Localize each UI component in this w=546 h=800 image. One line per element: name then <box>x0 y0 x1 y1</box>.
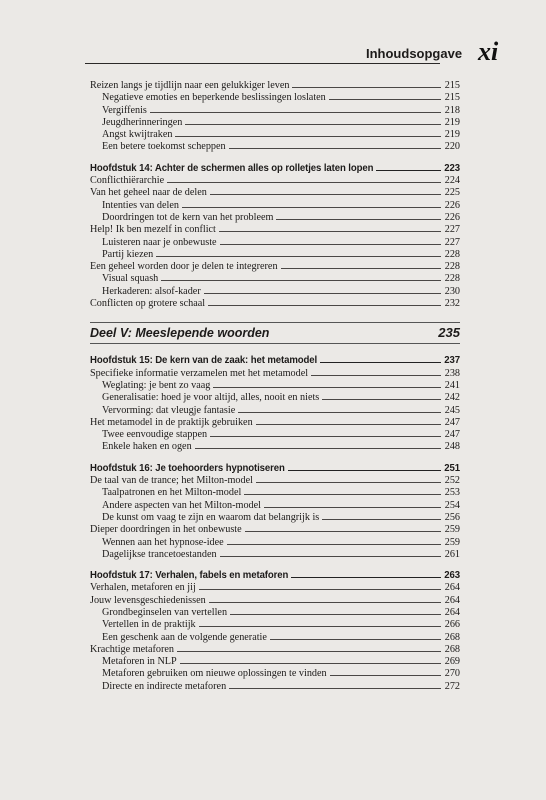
entry-title: Partij kiezen <box>102 248 154 260</box>
leader-rule <box>199 617 441 627</box>
entry-title: Negatieve emoties en beperkende beslissingen loslaten <box>102 92 326 104</box>
leader-rule <box>281 259 441 269</box>
entry-title: De kunst om vaag te zijn en waarom dat belangrijk is <box>102 511 320 523</box>
leader-rule <box>167 173 441 183</box>
leader-rule <box>219 222 441 232</box>
entry-page: 259 <box>444 524 460 536</box>
leader-rule <box>329 90 441 100</box>
toc-entry[interactable] <box>90 198 460 210</box>
toc-entry[interactable] <box>90 78 460 90</box>
entry-page: 264 <box>444 582 460 594</box>
leader-rule <box>288 461 441 471</box>
toc-entry[interactable] <box>90 498 460 510</box>
entry-page: 272 <box>444 680 460 692</box>
toc-entry[interactable] <box>90 296 460 308</box>
entry-title: Grondbeginselen van vertellen <box>102 606 228 618</box>
entry-page: 238 <box>444 367 460 379</box>
entry-page: 241 <box>444 379 460 391</box>
toc-entry[interactable] <box>90 403 460 415</box>
toc-entry[interactable] <box>90 510 460 522</box>
entry-page: 266 <box>444 619 460 631</box>
toc-entry[interactable] <box>90 271 460 283</box>
toc-entry[interactable] <box>90 630 460 642</box>
leader-rule <box>199 580 441 590</box>
chapter-entry[interactable] <box>90 161 460 173</box>
leader-rule <box>150 103 441 113</box>
entry-page: 268 <box>444 643 460 655</box>
header-title: Inhoudsopgave <box>366 46 463 61</box>
entry-page: 242 <box>444 392 460 404</box>
leader-rule <box>311 366 441 376</box>
entry-title: Reizen langs je tijdlijn naar een gelukkiger leven <box>90 80 290 91</box>
entry-page: 219 <box>444 116 460 128</box>
leader-rule <box>292 78 441 88</box>
entry-title: Vervorming: dat vleugje fantasie <box>102 404 236 416</box>
entry-title: Taalpatronen en het Milton-model <box>102 487 242 499</box>
entry-title: Hoofdstuk 14: Achter de schermen alles op rolletjes laten lopen <box>90 162 374 175</box>
toc-entry[interactable] <box>90 139 460 151</box>
entry-page: 228 <box>444 273 460 285</box>
toc-entry[interactable] <box>90 185 460 197</box>
entry-title: Conflicthiërarchie <box>90 175 165 187</box>
leader-rule <box>180 654 441 664</box>
entry-page: 268 <box>444 631 460 643</box>
entry-title: Visual squash <box>102 273 159 285</box>
entry-page: 253 <box>444 487 460 499</box>
entry-title: Andere aspecten van het Milton-model <box>102 499 261 511</box>
leader-rule <box>220 235 441 245</box>
leader-rule <box>213 378 441 388</box>
header-rule <box>85 63 440 64</box>
entry-page: 247 <box>444 429 460 441</box>
toc-entry[interactable] <box>90 666 460 678</box>
entry-page: 264 <box>444 606 460 618</box>
toc-entry[interactable] <box>90 580 460 592</box>
toc-entry[interactable] <box>90 605 460 617</box>
leader-rule <box>185 115 441 125</box>
toc-entry[interactable] <box>90 439 460 451</box>
entry-title: Een geheel worden door je delen te integreren <box>90 261 278 273</box>
entry-title: Angst kwijtraken <box>102 129 173 141</box>
entry-title: Hoofdstuk 17: Verhalen, fabels en metaforen <box>90 569 289 582</box>
entry-page: 227 <box>444 236 460 248</box>
toc-entry[interactable] <box>90 642 460 654</box>
leader-rule <box>210 185 441 195</box>
entry-title: Vergiffenis <box>102 104 147 116</box>
chapter-entry[interactable] <box>90 353 460 365</box>
entry-page: 225 <box>444 187 460 199</box>
page-number: xi <box>478 37 499 66</box>
entry-title: Verhalen, metaforen en jij <box>90 582 196 594</box>
entry-title: Van het geheel naar de delen <box>90 187 207 199</box>
entry-page: 226 <box>444 199 460 211</box>
leader-rule <box>177 642 441 652</box>
leader-rule <box>276 210 441 220</box>
entry-title: Dagelijkse trancetoestanden <box>102 548 217 560</box>
entry-page: 228 <box>444 248 460 260</box>
toc-entry[interactable] <box>90 127 460 139</box>
toc-entry[interactable] <box>90 173 460 185</box>
entry-page: 270 <box>444 668 460 680</box>
entry-title: Herkaderen: alsof-kader <box>102 285 201 297</box>
part-page: 235 <box>438 325 460 341</box>
part-title: Deel V: Meeslepende woorden <box>90 326 270 341</box>
entry-page: 237 <box>444 354 460 367</box>
toc-entry[interactable] <box>90 366 460 378</box>
toc-entry[interactable] <box>90 259 460 271</box>
entry-title: Metaforen gebruiken om nieuwe oplossingen te vinden <box>102 668 327 680</box>
toc-entry[interactable] <box>90 679 460 691</box>
leader-rule <box>208 296 441 306</box>
leader-rule <box>270 630 441 640</box>
entry-title: Luisteren naar je onbewuste <box>102 236 217 248</box>
entry-title: Help! Ik ben mezelf in conflict <box>90 224 216 236</box>
toc-entry[interactable] <box>90 210 460 222</box>
entry-title: Een betere toekomst scheppen <box>102 141 226 153</box>
leader-rule <box>322 510 441 520</box>
leader-rule <box>204 284 441 294</box>
entry-page: 247 <box>444 416 460 428</box>
leader-rule <box>244 485 441 495</box>
entry-page: 227 <box>444 224 460 236</box>
leader-rule <box>256 415 441 425</box>
leader-rule <box>245 522 441 532</box>
entry-title: Jeugdherinneringen <box>102 116 183 128</box>
running-header <box>0 0 546 70</box>
entry-page: 226 <box>444 211 460 223</box>
leader-rule <box>229 679 441 689</box>
entry-title: Dieper doordringen in het onbewuste <box>90 524 242 536</box>
leader-rule <box>229 139 441 149</box>
entry-title: De taal van de trance; het Milton-model <box>90 475 253 487</box>
entry-page: 220 <box>444 141 460 153</box>
entry-page: 264 <box>444 594 460 606</box>
entry-page: 269 <box>444 656 460 668</box>
leader-rule <box>220 547 441 557</box>
toc-entry[interactable] <box>90 485 460 497</box>
entry-title: Metaforen in NLP <box>102 656 177 668</box>
part-heading <box>90 322 460 344</box>
toc-entry[interactable] <box>90 222 460 234</box>
entry-page: 224 <box>444 175 460 187</box>
table-of-contents <box>90 78 460 691</box>
toc-entry[interactable] <box>90 427 460 439</box>
entry-page: 254 <box>444 499 460 511</box>
entry-page: 228 <box>444 261 460 273</box>
leader-rule <box>320 353 441 363</box>
entry-title: Conflicten op grotere schaal <box>90 298 206 310</box>
toc-entry[interactable] <box>90 115 460 127</box>
entry-page: 232 <box>444 298 460 310</box>
leader-rule <box>256 473 441 483</box>
entry-page: 215 <box>444 80 460 91</box>
entry-page: 248 <box>444 441 460 453</box>
leader-rule <box>209 593 441 603</box>
leader-rule <box>227 535 441 545</box>
entry-title: Twee eenvoudige stappen <box>102 429 208 441</box>
entry-title: Hoofdstuk 15: De kern van de zaak: het metamodel <box>90 354 318 367</box>
toc-entry[interactable] <box>90 593 460 605</box>
toc-entry[interactable] <box>90 235 460 247</box>
toc-entry[interactable] <box>90 90 460 102</box>
entry-page: 259 <box>444 536 460 548</box>
entry-page: 218 <box>444 104 460 116</box>
entry-title: Doordringen tot de kern van het probleem <box>102 211 274 223</box>
toc-entry[interactable] <box>90 390 460 402</box>
leader-rule <box>175 127 441 137</box>
toc-entry[interactable] <box>90 547 460 559</box>
toc-entry[interactable] <box>90 522 460 534</box>
leader-rule <box>195 439 441 449</box>
toc-entry[interactable] <box>90 284 460 296</box>
entry-title: Vertellen in de praktijk <box>102 619 196 631</box>
leader-rule <box>322 390 441 400</box>
entry-title: Een geschenk aan de volgende generatie <box>102 631 267 643</box>
entry-page: 263 <box>444 569 460 582</box>
entry-title: Specifieke informatie verzamelen met het metamodel <box>90 367 309 379</box>
entry-title: Het metamodel in de praktijk gebruiken <box>90 416 253 428</box>
entry-page: 252 <box>444 475 460 487</box>
entry-title: Weglating: je bent zo vaag <box>102 379 211 391</box>
entry-title: Krachtige metaforen <box>90 643 175 655</box>
leader-rule <box>210 427 441 437</box>
entry-page: 251 <box>444 462 460 475</box>
toc-entry[interactable] <box>90 535 460 547</box>
leader-rule <box>376 161 441 171</box>
entry-title: Wennen aan het hypnose-idee <box>102 536 224 548</box>
toc-entry[interactable] <box>90 415 460 427</box>
leader-rule <box>264 498 441 508</box>
entry-page: 215 <box>444 92 460 104</box>
entry-title: Hoofdstuk 16: Je toehoorders hypnotiseren <box>90 462 285 475</box>
toc-entry[interactable] <box>90 473 460 485</box>
toc-entry[interactable] <box>90 247 460 259</box>
toc-entry[interactable] <box>90 103 460 115</box>
chapter-entry[interactable] <box>90 568 460 580</box>
entry-title: Jouw levensgeschiedenissen <box>90 594 206 606</box>
toc-entry[interactable] <box>90 378 460 390</box>
leader-rule <box>156 247 441 257</box>
entry-title: Directe en indirecte metaforen <box>102 680 227 692</box>
entry-page: 245 <box>444 404 460 416</box>
entry-title: Intenties van delen <box>102 199 179 211</box>
entry-title: Generalisatie: hoed je voor altijd, alles, nooit en niets <box>102 392 320 404</box>
chapter-entry[interactable] <box>90 461 460 473</box>
leader-rule <box>182 198 441 208</box>
toc-entry[interactable] <box>90 617 460 629</box>
leader-rule <box>238 403 441 413</box>
leader-rule <box>161 271 441 281</box>
entry-title: Enkele haken en ogen <box>102 441 192 453</box>
entry-page: 256 <box>444 511 460 523</box>
entry-page: 219 <box>444 129 460 141</box>
toc-entry[interactable] <box>90 654 460 666</box>
leader-rule <box>230 605 441 615</box>
leader-rule <box>291 568 441 578</box>
entry-page: 261 <box>444 548 460 560</box>
entry-page: 230 <box>444 285 460 297</box>
leader-rule <box>330 666 441 676</box>
entry-page: 223 <box>444 162 460 175</box>
